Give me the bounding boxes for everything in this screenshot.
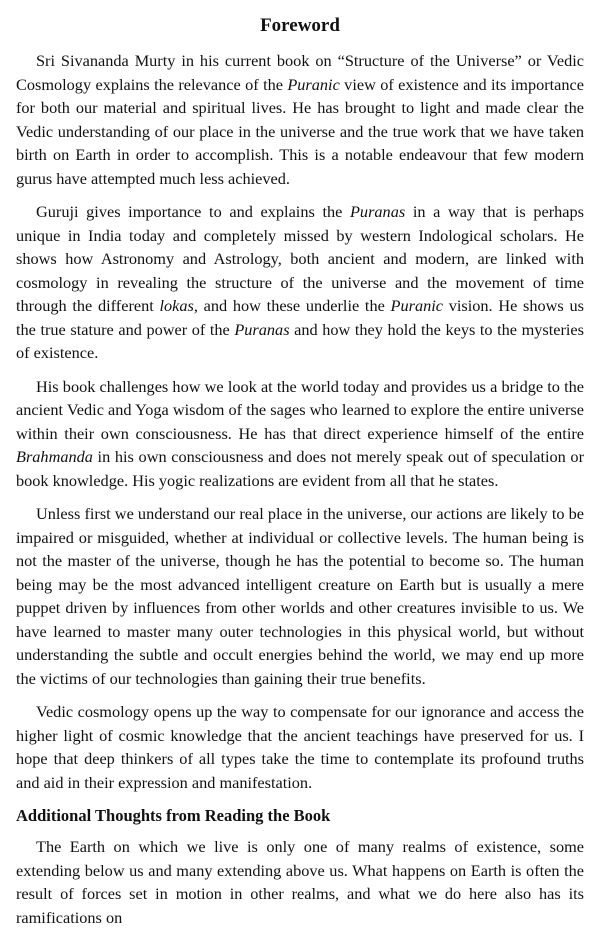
italic-term: Puranas	[349, 202, 406, 221]
text-run: Vedic cosmology opens up the way to compensate for our ignorance and access the higher light of cosmic knowledge that the ancient teachings have preserved for us. I hope that deep thinkers of all types take the time to contemplate its profound truths and aid in their expression and manifestation.	[16, 702, 584, 792]
text-run: His book challenges how we look at the world today and provides us a bridge to the ancient Vedic and Yoga wisdom of the sages who learned to explore the entire universe within their own consciousness. He has that direct experience himself of the entire	[16, 376, 584, 443]
paragraph	[16, 502, 584, 690]
section-subheading: Additional Thoughts from Reading the Book	[16, 806, 331, 825]
paragraph	[16, 200, 584, 365]
paragraph-list	[16, 49, 584, 794]
paragraph	[16, 375, 584, 493]
text-run: Guruji gives importance to and explains the	[36, 202, 350, 221]
italic-term: lokas	[159, 296, 194, 315]
paragraph	[16, 835, 584, 929]
italic-term: Puranic	[390, 296, 443, 315]
text-run: and how they hold the keys to the mysteries of existence.	[16, 319, 584, 362]
paragraph	[16, 700, 584, 794]
text-run: in a way that is perhaps unique in India today and completely missed by western Indological scholars. He shows how Astronomy and Astrology, both ancient and modern, are linked with cosmology in revealing the structure of the universe and the movement of time through the different	[16, 202, 584, 315]
text-run: , and how these underlie the	[193, 296, 391, 315]
paragraph	[16, 49, 584, 190]
text-run: vision. He shows us the true stature and power of the	[16, 296, 584, 339]
text-run: in his own consciousness and does not merely speak out of speculation or book knowledge. His yogic realizations are evident from all that he states.	[16, 447, 584, 490]
text-run: The Earth on which we live is only one of many realms of existence, some extending below us and many extending above us. What happens on Earth is often the result of forces set in motion in other realms, and what we do here also has its ramifications on	[16, 837, 584, 927]
text-run: Unless first we understand our real place in the universe, our actions are likely to be impaired or misguided, whether at individual or collective levels. The human being is not the master of the universe, though he has the potential to become so. The human being may be the most advanced intelligent creature on Earth but is usually a mere puppet driven by influences from other worlds and other creatures invisible to us. We have learned to master many outer technologies in this physical world, but without understanding the subtle and occult energies behind the world, we may end up more the victims of our technologies than gaining their true benefits.	[16, 504, 584, 688]
text-run: view of existence and its importance for both our material and spiritual lives. He has brought to light and made clear the Vedic understanding of our place in the universe and the true work that we have taken birth on Earth in order to accomplish. This is a notable endeavour that few modern gurus have attempted much less achieved.	[16, 74, 584, 188]
italic-term: Puranic	[287, 74, 340, 94]
page-title: Foreword	[260, 15, 340, 36]
section-paragraph-list	[16, 835, 584, 929]
italic-term: Puranas	[234, 319, 290, 339]
italic-term: Brahmanda	[16, 447, 93, 466]
foreword-body	[0, 39, 600, 929]
text-run: Sri Sivananda Murty in his current book on “Structure of the Universe” or Vedic Cosmology explains the relevance of the	[16, 51, 584, 94]
